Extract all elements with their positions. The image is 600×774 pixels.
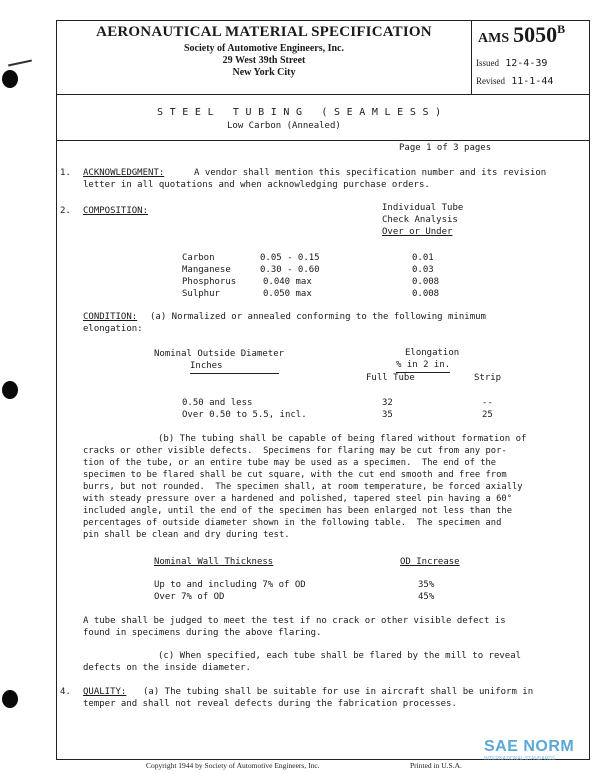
judge-line2: found in specimens during the above flaring. — [83, 628, 322, 638]
society-city: New York City — [232, 67, 296, 78]
strip-header: Strip — [474, 373, 502, 383]
revised-line — [476, 76, 553, 87]
diameter-value: 0.50 and less — [182, 398, 253, 408]
sae-norm-watermark — [484, 738, 594, 768]
wall-value: Up to and including 7% of OD — [154, 580, 306, 590]
material-subtitle: Low Carbon (Annealed) — [227, 121, 341, 131]
s3-b-line: with steady pressure over a hardened and polished, tapered steel pin having a 60° — [83, 494, 512, 504]
element-check: 0.008 — [412, 277, 440, 287]
header — [57, 21, 589, 95]
element-name: Carbon — [182, 253, 215, 263]
society-address: 29 West 39th Street — [222, 55, 306, 66]
diameter-header-2: Inches — [190, 360, 279, 374]
watermark-subtext: INTERNATIONAL STANDARDS — [484, 756, 556, 762]
title-divider — [57, 140, 589, 141]
copyright: Copyright 1944 by Society of Automotive Engineers, Inc. — [146, 761, 320, 770]
issued-line — [476, 58, 547, 69]
s4-line2: temper and shall not reveal defects during the fabrication processes. — [83, 699, 457, 709]
ams-number — [478, 22, 581, 56]
s3-b-line: burrs, but not rounded. The specimen shall, at room temperature, be forced axially — [83, 482, 523, 492]
s3-b-line: cracks or other visible defects. Specimens for flaring may be cut from any por- — [83, 446, 507, 456]
full-tube-value: 32 — [382, 398, 393, 408]
s3-b-line: tion of the tube, or an entire tube may be used as a specimen. The end of the — [83, 458, 497, 468]
wall-value: Over 7% of OD — [154, 592, 225, 602]
element-check: 0.008 — [412, 289, 440, 299]
element-range: 0.050 max — [263, 289, 312, 299]
page-number: Page 1 of 3 pages — [399, 143, 492, 153]
s3-c-line1: (c) When specified, each tube shall be flared by the mill to reveal — [158, 651, 522, 661]
element-check: 0.01 — [412, 253, 434, 263]
issued-date: 12-4-39 — [505, 58, 548, 69]
ams-code: 5050 — [513, 22, 558, 47]
document-frame — [56, 20, 590, 760]
printed-in: Printed in U.S.A. — [410, 761, 462, 770]
diameter-value: Over 0.50 to 5.5, incl. — [182, 410, 307, 420]
s4-number: 4. — [60, 687, 71, 697]
judge-line1: A tube shall be judged to meet the test if no crack or other visible defect is — [83, 616, 506, 626]
header-titles — [57, 21, 471, 94]
s2-number: 2. — [60, 206, 71, 216]
s3-b-line: pin shall be clean and dry during test. — [83, 530, 290, 540]
wall-thickness-header: Nominal Wall Thickness — [154, 557, 274, 567]
hole-punch-top — [2, 70, 18, 88]
pen-mark — [8, 60, 32, 67]
check-header-3: Over or Under — [382, 227, 453, 237]
elongation-header: Elongation — [405, 348, 460, 358]
s3-heading: CONDITION: — [83, 312, 138, 322]
od-increase-header: OD Increase — [400, 557, 460, 567]
spec-title: AERONAUTICAL MATERIAL SPECIFICATION — [96, 24, 432, 40]
element-name: Sulphur — [182, 289, 220, 299]
od-value: 45% — [418, 592, 435, 602]
strip-value: -- — [482, 398, 493, 408]
strip-value: 25 — [482, 410, 493, 420]
spec-number-box — [471, 21, 589, 94]
s1-line2: letter in all quotations and when acknowledging purchase orders. — [83, 180, 430, 190]
watermark-text: SAE NORM — [484, 738, 575, 755]
check-header-1: Individual Tube — [382, 203, 464, 213]
element-name: Manganese — [182, 265, 231, 275]
od-value: 35% — [418, 580, 435, 590]
hole-punch-bottom — [2, 690, 18, 708]
s4-heading: QUALITY: — [83, 687, 127, 697]
s1-number: 1. — [60, 168, 71, 178]
s3-c-line2: defects on the inside diameter. — [83, 663, 251, 673]
s3-b-line: percentages of outside diameter shown in the following table. The specimen and — [83, 518, 502, 528]
full-tube-value: 35 — [382, 410, 393, 420]
s2-heading: COMPOSITION: — [83, 206, 149, 216]
element-range: 0.30 - 0.60 — [260, 265, 320, 275]
s3-a-line1: (a) Normalized or annealed conforming to the following minimum — [150, 312, 486, 322]
element-check: 0.03 — [412, 265, 434, 275]
element-range: 0.040 max — [263, 277, 312, 287]
hole-punch-middle — [2, 381, 18, 399]
element-name: Phosphorus — [182, 277, 237, 287]
s3-a-line2: elongation: — [83, 324, 143, 334]
s3-b-line: (b) The tubing shall be capable of being flared without formation of — [158, 434, 527, 444]
s3-b-line: specimen to be flared shall be cut square, with the cut end smooth and free from — [83, 470, 507, 480]
s1-line1: A vendor shall mention this specification number and its revision — [194, 168, 547, 178]
material-title: S T E E L T U B I N G ( S E A M L E S S ) — [157, 107, 442, 118]
s4-line1: (a) The tubing shall be suitable for use in aircraft shall be uniform in — [143, 687, 534, 697]
revised-date: 11-1-44 — [511, 76, 554, 87]
check-header-2: Check Analysis — [382, 215, 458, 225]
elongation-pct-header: % in 2 in. — [396, 359, 450, 373]
revised-label: Revised — [476, 76, 505, 86]
full-tube-header: Full Tube — [366, 373, 415, 383]
issued-label: Issued — [476, 58, 499, 68]
ams-prefix: AMS — [478, 31, 510, 46]
s1-heading: ACKNOWLEDGMENT: — [83, 168, 165, 178]
ams-revision-letter: B — [557, 22, 566, 36]
diameter-header-1: Nominal Outside Diameter — [154, 349, 285, 359]
s3-b-line: included angle, until the end of the specimen has been enlarged not less than the — [83, 506, 512, 516]
element-range: 0.05 - 0.15 — [260, 253, 320, 263]
society-name: Society of Automotive Engineers, Inc. — [184, 43, 344, 54]
